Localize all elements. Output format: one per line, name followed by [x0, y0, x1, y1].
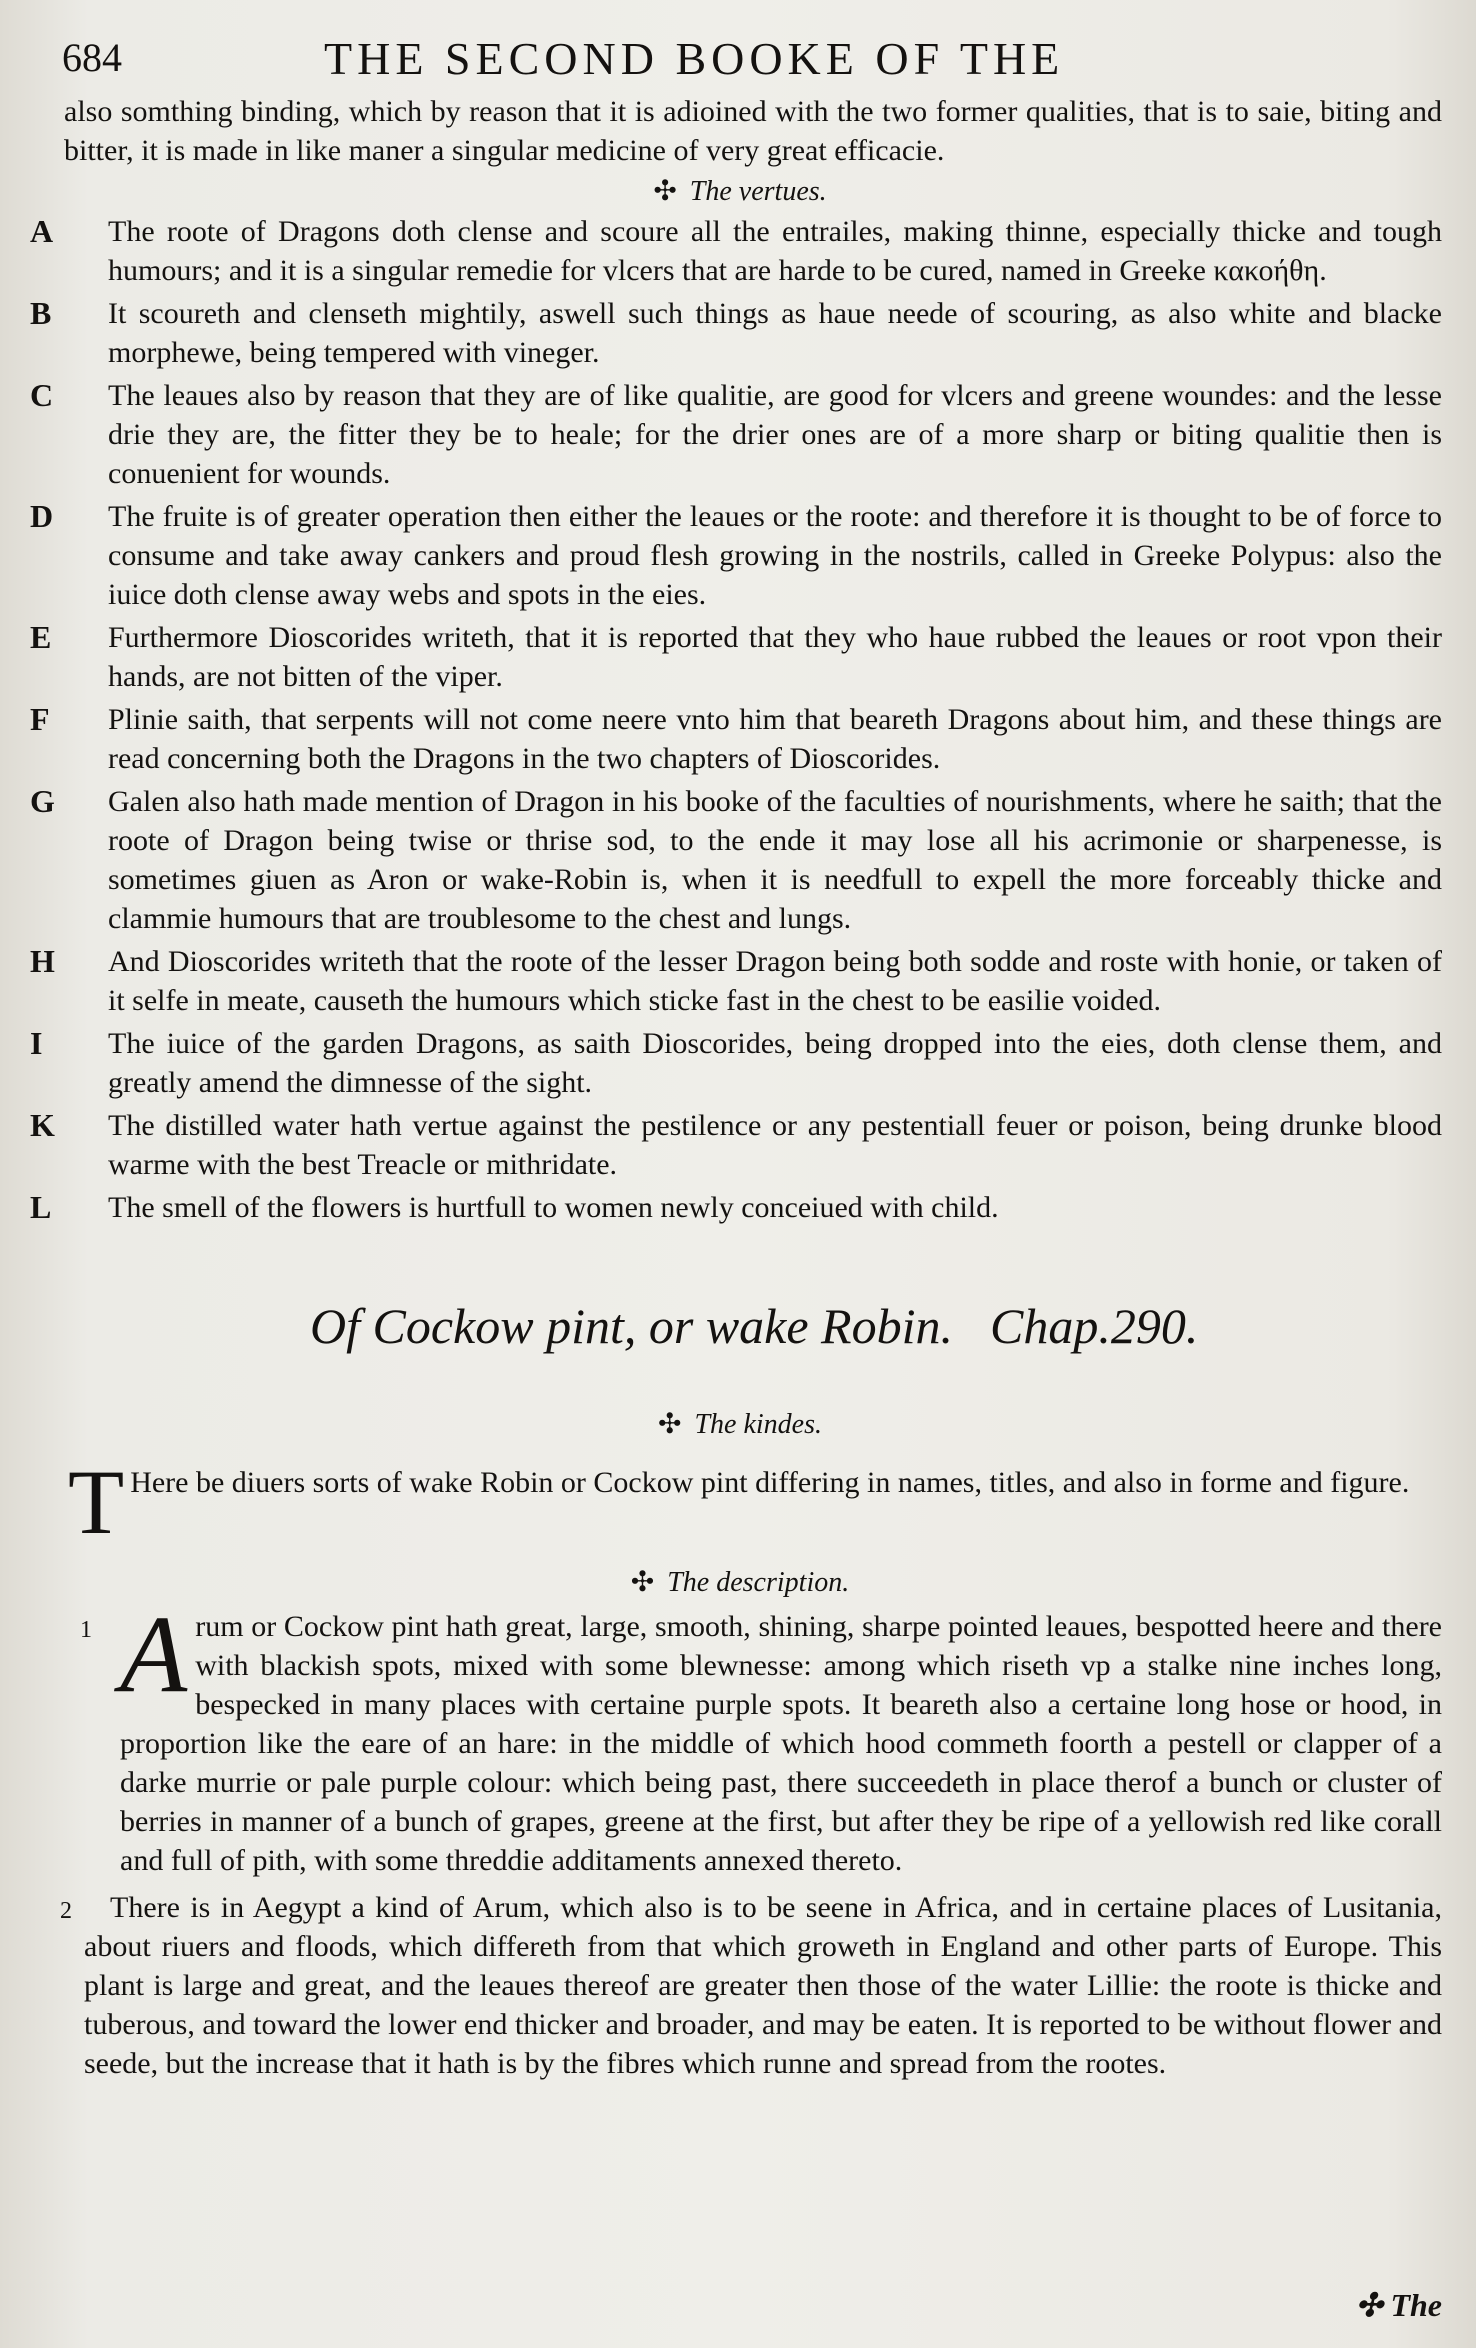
- vertue-text: It scoureth and clenseth mightily, aswell such things as haue neede of scouring, as also white and blacke morphewe, being tempered with vineger.: [108, 297, 1442, 369]
- vertue-letter: B: [30, 295, 52, 331]
- running-head: THE SECOND BOOKE OF THE: [324, 33, 1065, 84]
- vertue-item: [30, 376, 1450, 493]
- vertue-letter: K: [30, 1107, 55, 1143]
- ornament-icon: ✣: [630, 1567, 655, 1598]
- kinds-heading-text: The kindes.: [694, 1409, 822, 1440]
- vertue-item: [30, 700, 1450, 778]
- description-text: There is in Aegypt a kind of Arum, which also is to be seene in Africa, and in certaine places of Lusitania, about riuers and floods, which differeth from that which groweth in England and other parts of Europe. This plant is large and great, and the leaues thereof are greater then those of the water Lillie: the roote is thicke and tuberous, and toward the lower end thicker and broader, and may be eaten. It is reported to be without flower and seede, but the increase that it hath is by the fibres which runne and spread from the rootes.: [84, 1891, 1442, 2080]
- vertue-letter: D: [30, 498, 54, 534]
- vertue-letter: L: [30, 1189, 52, 1225]
- vertue-item: [30, 497, 1450, 614]
- vertue-item: [30, 1024, 1450, 1102]
- description-number: 1: [80, 1617, 92, 1643]
- vertue-text: Plinie saith, that serpents will not come neere vnto him that beareth Dragons about him, and these things are read concerning both the Dragons in the two chapters of Dioscorides.: [108, 703, 1442, 775]
- vertue-letter: A: [30, 213, 54, 249]
- kinds-paragraph: [30, 1451, 1450, 1553]
- ornament-icon: ✣: [653, 176, 677, 207]
- vertues-list: [30, 212, 1450, 1227]
- vertue-letter: E: [30, 619, 52, 655]
- vertue-letter: I: [30, 1025, 43, 1061]
- ornament-icon: ✣: [658, 1409, 682, 1440]
- vertue-item: [30, 618, 1450, 696]
- page-body: [30, 92, 1450, 2083]
- intro-paragraph: also somthing binding, which by reason that it is adioined with the two former qualities, that is to saie, biting and bitter, it is made in like maner a singular medicine of very great efficacie.: [64, 95, 1442, 167]
- vertue-letter: C: [30, 377, 54, 413]
- ornament-icon: ✣: [1355, 2287, 1383, 2323]
- vertue-letter: F: [30, 701, 50, 737]
- vertue-item: [30, 942, 1450, 1020]
- description-text: rum or Cockow pint hath great, large, smooth, shining, sharpe pointed leaues, bespotted heere and there with blackish spots, mixed with some blewnesse: among which riseth vp a stalke nine inches long, bespecked in many places with certaine purple spots. It beareth also a certaine long hose or hood, in proportion like the eare of an hare: in the middle of which hood commeth foorth a pestell or clapper of a darke murrie or pale purple colour: which being past, there succeedeth in place therof a bunch or cluster of berries in manner of a bunch of grapes, greene at the first, but after they be ripe of a yellowish red like corall and full of pith, with some threddie additaments annexed thereto.: [120, 1610, 1442, 1877]
- description-paragraph-2: [30, 1888, 1450, 2083]
- chapter-heading: [30, 1287, 1450, 1377]
- vertue-text: The iuice of the garden Dragons, as saith Dioscorides, being dropped into the eies, doth clense them, and greatly amend the dimnesse of the sight.: [108, 1027, 1442, 1099]
- vertue-item: [30, 212, 1450, 290]
- description-heading: [30, 1565, 1450, 1599]
- vertue-text: The smell of the flowers is hurtfull to women newly conceiued with child.: [108, 1191, 999, 1224]
- vertue-item: [30, 1188, 1450, 1227]
- kinds-text: Here be diuers sorts of wake Robin or Cockow pint differing in names, titles, and also in forme and figure.: [130, 1466, 1410, 1499]
- vertue-text: The leaues also by reason that they are of like qualitie, are good for vlcers and greene woundes: and the lesse drie they are, the fitter they be to heale; for the drier ones are of a more sharp or biting qualitie then is conuenient for wounds.: [108, 379, 1442, 490]
- page-header: [62, 30, 1436, 88]
- vertue-text: The roote of Dragons doth clense and scoure all the entrailes, making thinne, especially thicke and tough humours; and it is a singular remedie for vlcers that are harde to be cured, named in Greeke κακοήθη.: [108, 215, 1442, 287]
- vertue-item: [30, 1106, 1450, 1184]
- vertue-item: [30, 294, 1450, 372]
- vertue-text: Galen also hath made mention of Dragon in his booke of the faculties of nourishments, where he saith; that the roote of Dragon being twise or thrise sod, to the ende it may lose all his acrimonie or sharpenesse, is sometimes giuen as Aron or wake-Robin is, when it is needfull to expell the more forceably thicke and clammie humours that are troublesome to the chest and lungs.: [108, 785, 1442, 935]
- vertue-letter: H: [30, 943, 55, 979]
- vertue-text: The distilled water hath vertue against the pestilence or any pestentiall feuer or poison, being drunke blood warme with the best Treacle or mithridate.: [108, 1109, 1442, 1181]
- description-number: 2: [60, 1898, 72, 1924]
- vertue-letter: G: [30, 783, 55, 819]
- vertue-text: The fruite is of greater operation then either the leaues or the roote: and therefore it is thought to be of force to consume and take away cankers and proud flesh growing in the nostrils, called in Greeke Polypus: also the iuice doth clense away webs and spots in the eies.: [108, 500, 1442, 611]
- vertue-item: [30, 782, 1450, 938]
- chapter-number: Chap.290.: [990, 1298, 1199, 1354]
- catchword: [1356, 2286, 1442, 2324]
- drop-cap-t: T: [68, 1451, 125, 1553]
- drop-cap-a: A: [120, 1593, 188, 1715]
- vertue-text: And Dioscorides writeth that the roote of the lesser Dragon being both sodde and roste with honie, or taken of it selfe in meate, causeth the humours which sticke fast in the chest to be easilie voided.: [108, 945, 1442, 1017]
- kinds-heading: [30, 1407, 1450, 1441]
- vertue-text: Furthermore Dioscorides writeth, that it is reported that they who haue rubbed the leaues or root vpon their hands, are not bitten of the viper.: [108, 621, 1442, 693]
- page-number: 684: [62, 35, 122, 80]
- chapter-title: Of Cockow pint, or wake Robin.: [310, 1298, 953, 1354]
- vertues-heading: [30, 174, 1450, 208]
- vertues-heading-text: The vertues.: [689, 176, 827, 207]
- description-paragraph-1: [30, 1593, 1450, 1880]
- catchword-text: The: [1390, 2287, 1442, 2323]
- description-heading-text: The description.: [667, 1567, 850, 1598]
